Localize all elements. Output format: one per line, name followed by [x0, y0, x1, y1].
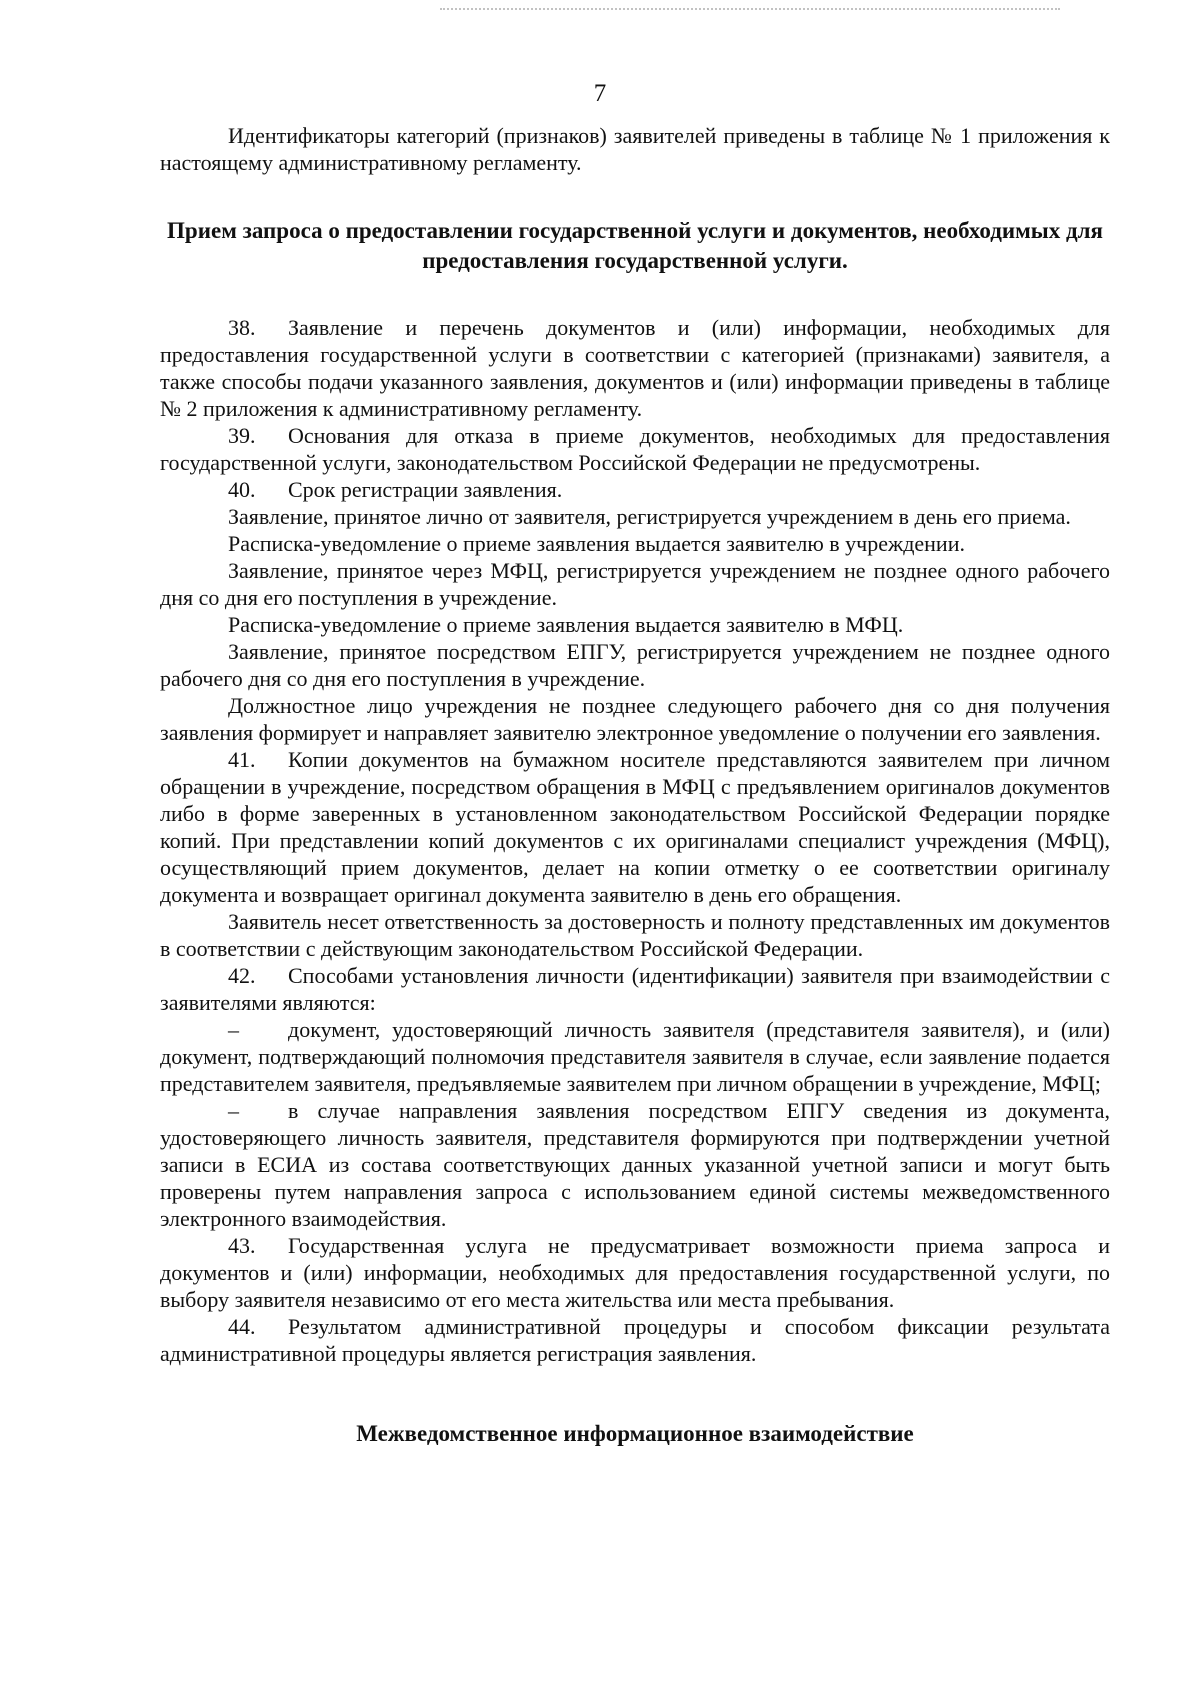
paragraph-40-personal: Заявление, принятое лично от заявителя, регистрируется учреждением в день его приема. [228, 504, 1071, 529]
paragraph-text: Основания для отказа в приеме документов, необходимых для предоставления государственной услуги, законодательством Российской Федерации не предусмотрены. [160, 423, 1110, 475]
dash-bullet: – [228, 1017, 239, 1042]
paragraph-41-responsibility: Заявитель несет ответственность за достоверность и полноту представленных им документов в соответствии с действующим законодательством Российской Федерации. [160, 909, 1110, 961]
paragraph-number: 41. [228, 747, 256, 772]
paragraph-number: 40. [228, 477, 256, 502]
paragraph-40-epgu: Заявление, принятое посредством ЕПГУ, регистрируется учреждением не позднее одного рабочего дня со дня его поступления в учреждение. [160, 639, 1110, 691]
paragraph-text: Копии документов на бумажном носителе представляются заявителем при личном обращении в учреждение, посредством обращения в МФЦ с предъявлением оригиналов документов либо в форме заверенных в установленном законодательством Российской Федерации порядке копий. При представлении копий документов с их оригиналами специалист учреждения (МФЦ), осуществляющий прием документов, делает на копии отметку о ее соответствии оригиналу документа и возвращает оригинал документа заявителю в день его обращения. [160, 747, 1110, 907]
paragraph-40-receipt-institution: Расписка-уведомление о приеме заявления выдается заявителю в учреждении. [228, 531, 965, 556]
paragraph-text: Результатом административной процедуры и способом фиксации результата административной процедуры является регистрация заявления. [160, 1314, 1110, 1366]
paragraph-42 [160, 962, 1110, 1016]
paragraph-number: 38. [228, 315, 256, 340]
intro-paragraph: Идентификаторы категорий (признаков) заявителей приведены в таблице № 1 приложения к настоящему административному регламенту. [160, 123, 1110, 175]
paragraph-39 [160, 422, 1110, 476]
paragraph-text: Государственная услуга не предусматривает возможности приема запроса и документов и (или) информации, необходимых для предоставления государственной услуги, по выбору заявителя независимо от его места жительства или места пребывания. [160, 1233, 1110, 1312]
paragraph-number: 44. [228, 1314, 256, 1339]
paragraph-text: Способами установления личности (идентификации) заявителя при взаимодействии с заявителями являются: [160, 963, 1110, 1015]
document-body [160, 122, 1110, 1449]
paragraph-40-notification: Должностное лицо учреждения не позднее следующего рабочего дня со дня получения заявления формирует и направляет заявителю электронное уведомление о получении его заявления. [160, 693, 1110, 745]
paragraph-text: Срок регистрации заявления. [288, 477, 563, 502]
paragraph-41 [160, 746, 1110, 908]
dash-bullet: – [228, 1098, 239, 1123]
section-heading-interagency: Межведомственное информационное взаимодействие [356, 1421, 914, 1446]
list-item-text: в случае направления заявления посредством ЕПГУ сведения из документа, удостоверяющего личность заявителя, представителя формируются при подтверждении учетной записи в ЕСИА из состава соответствующих данных указанной учетной записи и могут быть проверены путем направления запроса с использованием единой системы межведомственного электронного взаимодействия. [160, 1098, 1110, 1231]
list-item-text: документ, удостоверяющий личность заявителя (представителя заявителя), и (или) документ, подтверждающий полномочия представителя заявителя в случае, если заявление подается представителем заявителя, предъявляемые заявителем при личном обращении в учреждение, МФЦ; [160, 1017, 1110, 1096]
list-item [160, 1016, 1110, 1097]
list-item [160, 1097, 1110, 1232]
paragraph-number: 43. [228, 1233, 256, 1258]
paragraph-number: 39. [228, 423, 256, 448]
paragraph-40-mfc: Заявление, принятое через МФЦ, регистрируется учреждением не позднее одного рабочего дня со дня его поступления в учреждение. [160, 558, 1110, 610]
paragraph-38 [160, 314, 1110, 422]
section-heading-reception: Прием запроса о предоставлении государственной услуги и документов, необходимых для предоставления государственной услуги. [167, 218, 1103, 273]
paragraph-40-receipt-mfc: Расписка-уведомление о приеме заявления выдается заявителю в МФЦ. [228, 612, 904, 637]
paragraph-44 [160, 1313, 1110, 1367]
paragraph-number: 42. [228, 963, 256, 988]
scan-artifact [440, 8, 1060, 13]
paragraph-40 [160, 476, 1110, 503]
paragraph-43 [160, 1232, 1110, 1313]
page-number: 7 [593, 80, 607, 107]
paragraph-text: Заявление и перечень документов и (или) информации, необходимых для предоставления государственной услуги в соответствии с категорией (признаками) заявителя, а также способы подачи указанного заявления, документов и (или) информации приведены в таблице № 2 приложения к административному регламенту. [160, 315, 1110, 421]
